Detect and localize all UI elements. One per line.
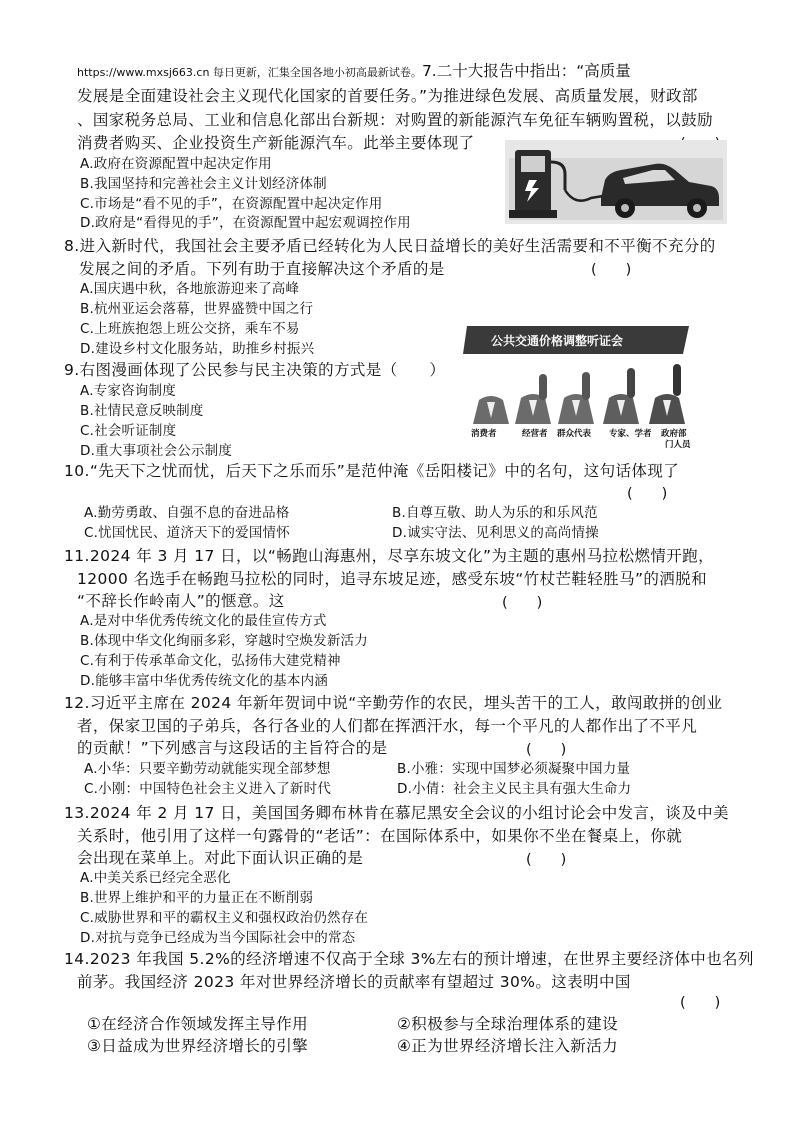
q13-answer-paren: ( ) bbox=[526, 852, 567, 868]
q10-option-c: C.忧国忧民、道济天下的爱国情怀 bbox=[84, 525, 290, 541]
q8-stem-line-2: 发展之间的矛盾。下列有助于直接解决这个矛盾的是 bbox=[79, 260, 445, 278]
q10-option-b: B.自尊互敬、助人为乐的和乐风范 bbox=[392, 505, 598, 521]
q11-option-c: C.有利于传承革命文化，弘扬伟大建党精神 bbox=[80, 653, 341, 669]
q13-option-d: D.对抗与竞争已经成为当今国际社会中的常态 bbox=[80, 930, 356, 946]
q14-statement-2: ②积极参与全球治理体系的建设 bbox=[397, 1015, 618, 1033]
label-experts: 专家、学者 bbox=[609, 429, 652, 439]
q14-statement-1: ①在经济合作领域发挥主导作用 bbox=[87, 1015, 308, 1033]
q11-answer-paren: ( ) bbox=[502, 595, 543, 611]
hearing-cartoon bbox=[463, 320, 699, 452]
q10-stem: 10.“先天下之忧而忧，后天下之乐而乐”是范仲淹《岳阳楼记》中的名句，这句话体现了 bbox=[64, 462, 680, 480]
q11-stem-line-3: “不辞长作岭南人”的惬意。这 bbox=[77, 592, 285, 610]
q13-option-b: B.世界上维护和平的力量正在不断削弱 bbox=[80, 890, 314, 906]
q12-stem-line-2: 者，保家卫国的子弟兵，各行各业的人们都在挥洒汗水，每一个平凡的人都作出了不平凡 bbox=[77, 717, 698, 735]
q14-stem-line-1: 14.2023 年我国 5.2%的经济增速不仅高于全球 3%左右的预计增速，在世界主要经济体中也名列 bbox=[64, 950, 754, 968]
q10-option-a: A.勤劳勇敢、自强不息的奋进品格 bbox=[84, 505, 290, 521]
q13-stem-line-2: 关系时，他引用了这样一句露骨的“老话”：在国际体系中，如果你不坐在餐桌上，你就 bbox=[77, 827, 683, 845]
label-government-1: 政府部 bbox=[661, 429, 687, 439]
q8-stem-line-1: 8.进入新时代，我国社会主要矛盾已经转化为人民日益增长的美好生活需要和不平衡不充分的 bbox=[64, 237, 716, 255]
q9-option-c: C.社会听证制度 bbox=[80, 423, 177, 439]
q8-option-d: D.建设乡村文化服务站，助推乡村振兴 bbox=[80, 341, 315, 357]
q7-stem-line-3: 、国家税务总局、工业和信息化部出台新规：对购置的新能源汽车免征车辆购置税，以鼓励 bbox=[77, 111, 714, 129]
q10-answer-paren: ( ) bbox=[627, 486, 668, 502]
q13-stem-line-1: 13.2024 年 2 月 17 日，美国国务卿布林肯在慕尼黑安全会议的小组讨论会中发言，谈及中美 bbox=[64, 804, 729, 822]
q7-option-b: B.我国坚持和完善社会主义计划经济体制 bbox=[80, 176, 327, 192]
q9-option-b: B.社情民意反映制度 bbox=[80, 403, 204, 419]
q7-option-a: A.政府在资源配置中起决定作用 bbox=[80, 156, 272, 172]
q14-answer-paren: ( ) bbox=[680, 995, 721, 1011]
label-consumer: 消费者 bbox=[471, 429, 497, 439]
ev-charging-illustration bbox=[505, 140, 727, 224]
q14-statement-3: ③日益成为世界经济增长的引擎 bbox=[87, 1037, 308, 1055]
label-government-2: 门人员 bbox=[665, 440, 691, 450]
q9-stem: 9.右图漫画体现了公民参与民主决策的方式是（ ） bbox=[64, 361, 446, 379]
q8-option-b: B.杭州亚运会落幕，世界盛赞中国之行 bbox=[80, 301, 314, 317]
q13-option-c: C.威胁世界和平的霸权主义和强权政治仍然存在 bbox=[80, 910, 369, 926]
hearing-banner-title: 公共交通价格调整听证会 bbox=[491, 334, 624, 348]
q13-option-a: A.中美关系已经完全恶化 bbox=[80, 870, 231, 886]
q8-option-c: C.上班族抱怨上班公交挤，乘车不易 bbox=[80, 321, 300, 337]
label-public-rep: 群众代表 bbox=[557, 429, 592, 439]
q12-option-d: D.小倩：社会主义民主具有强大生命力 bbox=[397, 781, 632, 797]
q11-option-a: A.是对中华优秀传统文化的最佳宣传方式 bbox=[80, 613, 327, 629]
q12-option-a: A.小华：只要辛勤劳动就能实现全部梦想 bbox=[84, 761, 331, 777]
q11-stem-line-1: 11.2024 年 3 月 17 日，以“畅跑山海惠州，尽享东坡文化”为主题的惠州马拉松燃情开跑， bbox=[64, 547, 714, 565]
q13-stem-line-3: 会出现在菜单上。对此下面认识正确的是 bbox=[77, 849, 364, 867]
header-line bbox=[77, 61, 631, 83]
q7-stem-line-4: 消费者购买、企业投资生产新能源汽车。此举主要体现了 bbox=[77, 134, 475, 152]
label-operator: 经营者 bbox=[522, 429, 548, 439]
q12-answer-paren: ( ) bbox=[526, 742, 567, 758]
source-url: https://www.mxsj663.cn bbox=[77, 66, 210, 79]
q12-stem-line-3: 的贡献！”下列感言与这段话的主旨符合的是 bbox=[77, 739, 388, 757]
q12-stem-line-1: 12.习近平主席在 2024 年新年贺词中说“辛勤劳作的农民，埋头苦干的工人，敢闯敢拼的创业 bbox=[64, 694, 723, 712]
q12-option-c: C.小刚：中国特色社会主义进入了新时代 bbox=[84, 781, 332, 797]
q14-stem-line-2: 前茅。我国经济 2023 年对世界经济增长的贡献率有望超过 30%。这表明中国 bbox=[77, 973, 631, 991]
q9-option-d: D.重大事项社会公示制度 bbox=[80, 443, 233, 459]
q12-option-b: B.小雅：实现中国梦必须凝聚中国力量 bbox=[397, 761, 631, 777]
q7-option-c: C.市场是“看不见的手”，在资源配置中起决定作用 bbox=[80, 196, 383, 212]
hand-raising-figures bbox=[473, 364, 685, 424]
q7-option-d: D.政府是“看得见的手”，在资源配置中起宏观调控作用 bbox=[80, 215, 411, 231]
q8-answer-paren: ( ) bbox=[591, 262, 632, 278]
q11-option-b: B.体现中华文化绚丽多彩，穿越时空焕发新活力 bbox=[80, 633, 368, 649]
source-notice: 每日更新，汇集全国各地小初高最新试卷。 bbox=[209, 66, 422, 79]
q10-option-d: D.诚实守法、见利思义的高尚情操 bbox=[392, 525, 599, 541]
q8-option-a: A.国庆遇中秋，各地旅游迎来了高峰 bbox=[80, 281, 300, 297]
q11-option-d: D.能够丰富中华优秀传统文化的基本内涵 bbox=[80, 673, 328, 689]
q7-stem-line-2: 发展是全面建设社会主义现代化国家的首要任务。”为推进绿色发展、高质量发展，财政部 bbox=[77, 87, 698, 105]
q7-stem-line-1: 7.二十大报告中指出：“高质量 bbox=[421, 62, 631, 80]
q9-option-a: A.专家咨询制度 bbox=[80, 383, 176, 399]
q11-stem-line-2: 12000 名选手在畅跑马拉松的同时，追寻东坡足迹，感受东坡“竹杖芒鞋轻胜马”的洒脱和 bbox=[77, 570, 707, 588]
q14-statement-4: ④正为世界经济增长注入新活力 bbox=[397, 1037, 618, 1055]
